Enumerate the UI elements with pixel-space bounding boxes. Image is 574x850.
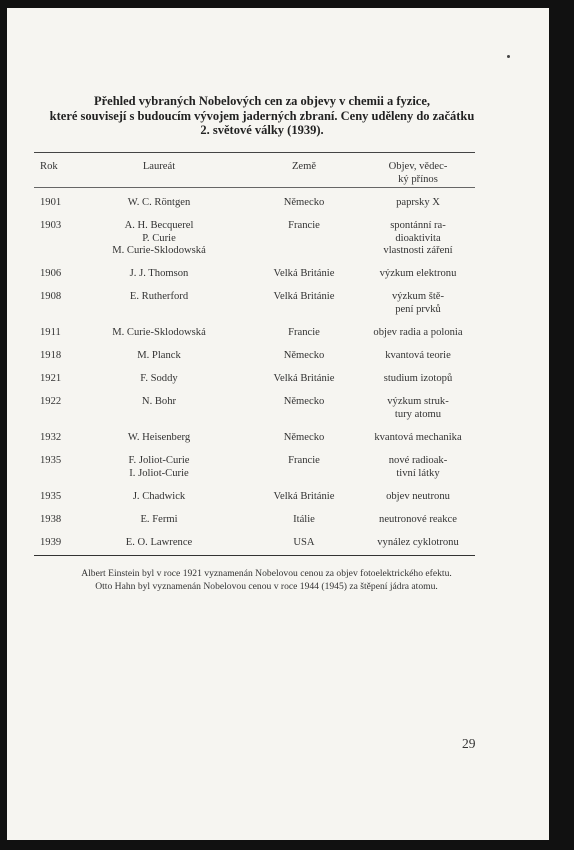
header-discovery-line-1: Objev, vědec- xyxy=(388,161,448,172)
cell-year: 1911 xyxy=(40,327,61,339)
header-laureate: Laureát xyxy=(142,161,176,172)
cell-discovery xyxy=(358,291,478,316)
table-row xyxy=(34,263,475,286)
cell-year: 1906 xyxy=(40,268,62,280)
cell-country: Velká Británie xyxy=(273,268,335,280)
page-speck xyxy=(507,55,510,58)
cell-country: Francie xyxy=(288,455,320,467)
cell-country: Francie xyxy=(288,327,320,339)
cell-country: Francie xyxy=(288,220,320,232)
table-row xyxy=(34,215,475,263)
footnote-line-2: Otto Hahn byl vyznamenán Nobelovou cenou v roce 1944 (1945) za štěpení jádra atomu. xyxy=(95,580,438,592)
cell-discovery xyxy=(358,432,478,445)
cell-country: USA xyxy=(293,537,315,549)
cell-year: 1921 xyxy=(40,373,62,385)
cell-laureate xyxy=(84,514,234,527)
laureate-name: E. Fermi xyxy=(140,514,178,526)
cell-year: 1908 xyxy=(40,291,62,303)
cell-year: 1938 xyxy=(40,514,62,526)
table-row xyxy=(34,286,475,322)
header-country: Země xyxy=(291,161,317,172)
cell-year: 1932 xyxy=(40,432,62,444)
discovery-line: kvantová teorie xyxy=(385,350,451,362)
book-page xyxy=(7,8,549,840)
discovery-line: vlastnosti záření xyxy=(383,245,453,257)
laureate-name: M. Curie-Sklodowská xyxy=(112,327,206,339)
cell-year: 1922 xyxy=(40,396,62,408)
caption-line-3: 2. světové války (1939). xyxy=(200,123,324,137)
laureate-name: N. Bohr xyxy=(141,396,177,408)
discovery-line: tivní látky xyxy=(396,467,440,479)
table-row xyxy=(34,192,475,215)
discovery-line: paprsky X xyxy=(396,197,440,208)
table-row xyxy=(34,450,475,486)
cell-year: 1935 xyxy=(40,490,62,502)
discovery-line: pení prvků xyxy=(395,304,441,316)
footnote-line-1: Albert Einstein byl v roce 1921 vyznamenán Nobelovou cenou za objev fotoelektrického efektu. xyxy=(81,568,452,579)
header-discovery xyxy=(358,161,478,186)
discovery-line: nové radioak- xyxy=(388,455,448,467)
discovery-line: spontánní ra- xyxy=(390,220,446,232)
laureate-name: E. O. Lawrence xyxy=(125,537,193,549)
table-row xyxy=(34,345,475,368)
cell-discovery xyxy=(358,455,478,480)
cell-laureate xyxy=(84,432,234,445)
table-row xyxy=(34,509,475,532)
cell-discovery xyxy=(358,220,478,258)
table-row xyxy=(34,427,475,450)
discovery-line: neutronové reakce xyxy=(379,514,457,526)
laureate-name: F. Soddy xyxy=(140,373,178,385)
cell-discovery xyxy=(358,350,478,363)
table-body xyxy=(34,188,475,555)
laureate-name: W. Heisenberg xyxy=(127,432,191,444)
caption-line-2: které souvisejí s budoucím vývojem jaderných zbraní. Ceny uděleny do začátku xyxy=(49,108,475,123)
discovery-line: objev radia a polonia xyxy=(373,327,463,339)
discovery-line: studium izotopů xyxy=(383,373,453,385)
discovery-line: výzkum ště- xyxy=(391,291,445,303)
page-number: 29 xyxy=(462,736,476,751)
laureate-name: I. Joliot-Curie xyxy=(129,467,189,479)
table-caption xyxy=(27,94,497,138)
discovery-line: výzkum elektronu xyxy=(379,268,457,280)
cell-country: Německo xyxy=(283,432,325,444)
cell-country: Německo xyxy=(283,396,325,408)
cell-discovery xyxy=(358,514,478,527)
cell-discovery xyxy=(358,327,478,340)
cell-discovery xyxy=(358,491,478,504)
cell-laureate xyxy=(84,220,234,258)
table-row xyxy=(34,368,475,391)
cell-country: Velká Británie xyxy=(273,490,335,502)
laureate-name: A. H. Becquerel xyxy=(124,220,194,232)
discovery-line: objev neutronu xyxy=(386,490,450,502)
cell-laureate xyxy=(84,455,234,480)
laureate-name: J. Chadwick xyxy=(132,490,186,502)
discovery-line: výzkum struk- xyxy=(387,396,449,408)
table-row xyxy=(34,391,475,427)
cell-laureate xyxy=(84,537,234,550)
caption-line-1: Přehled vybraných Nobelových cen za objevy v chemii a fyzice, xyxy=(93,94,431,108)
table-bottom-rule xyxy=(34,555,475,556)
cell-laureate xyxy=(84,350,234,363)
cell-discovery xyxy=(358,268,478,281)
nobel-table xyxy=(34,152,475,556)
cell-year: 1939 xyxy=(40,537,62,549)
cell-laureate xyxy=(84,373,234,386)
table-header-row xyxy=(34,153,475,187)
cell-discovery xyxy=(358,396,478,421)
cell-laureate xyxy=(84,491,234,504)
laureate-name: P. Curie xyxy=(142,232,176,244)
cell-year: 1901 xyxy=(40,197,62,208)
discovery-line: dioaktivita xyxy=(395,232,441,244)
cell-discovery xyxy=(358,373,478,386)
laureate-name: W. C. Röntgen xyxy=(127,197,191,208)
table-row xyxy=(34,486,475,509)
discovery-line: kvantová mechanika xyxy=(374,432,462,444)
laureate-name: F. Joliot-Curie xyxy=(128,455,190,467)
laureate-name: E. Rutherford xyxy=(129,291,189,303)
cell-year: 1918 xyxy=(40,350,62,362)
cell-laureate xyxy=(84,291,234,304)
cell-country: Německo xyxy=(283,350,325,362)
cell-year: 1935 xyxy=(40,455,62,467)
cell-laureate xyxy=(84,197,234,210)
cell-laureate xyxy=(84,327,234,340)
laureate-name: M. Curie-Sklodowská xyxy=(112,245,206,257)
discovery-line: tury atomu xyxy=(394,409,442,421)
cell-country: Itálie xyxy=(293,514,315,526)
cell-country: Velká Británie xyxy=(273,291,335,303)
table-row xyxy=(34,322,475,345)
laureate-name: M. Planck xyxy=(137,350,181,362)
discovery-line: vynález cyklotronu xyxy=(377,537,459,549)
cell-country: Německo xyxy=(283,197,325,208)
header-year: Rok xyxy=(40,161,58,172)
header-discovery-line-2: ký přínos xyxy=(398,173,438,185)
cell-year: 1903 xyxy=(40,220,62,232)
cell-discovery xyxy=(358,197,478,210)
cell-discovery xyxy=(358,537,478,550)
cell-country: Velká Británie xyxy=(273,373,335,385)
laureate-name: J. J. Thomson xyxy=(129,268,189,280)
cell-laureate xyxy=(84,396,234,409)
cell-laureate xyxy=(84,268,234,281)
table-row xyxy=(34,532,475,555)
footnote xyxy=(29,568,504,593)
